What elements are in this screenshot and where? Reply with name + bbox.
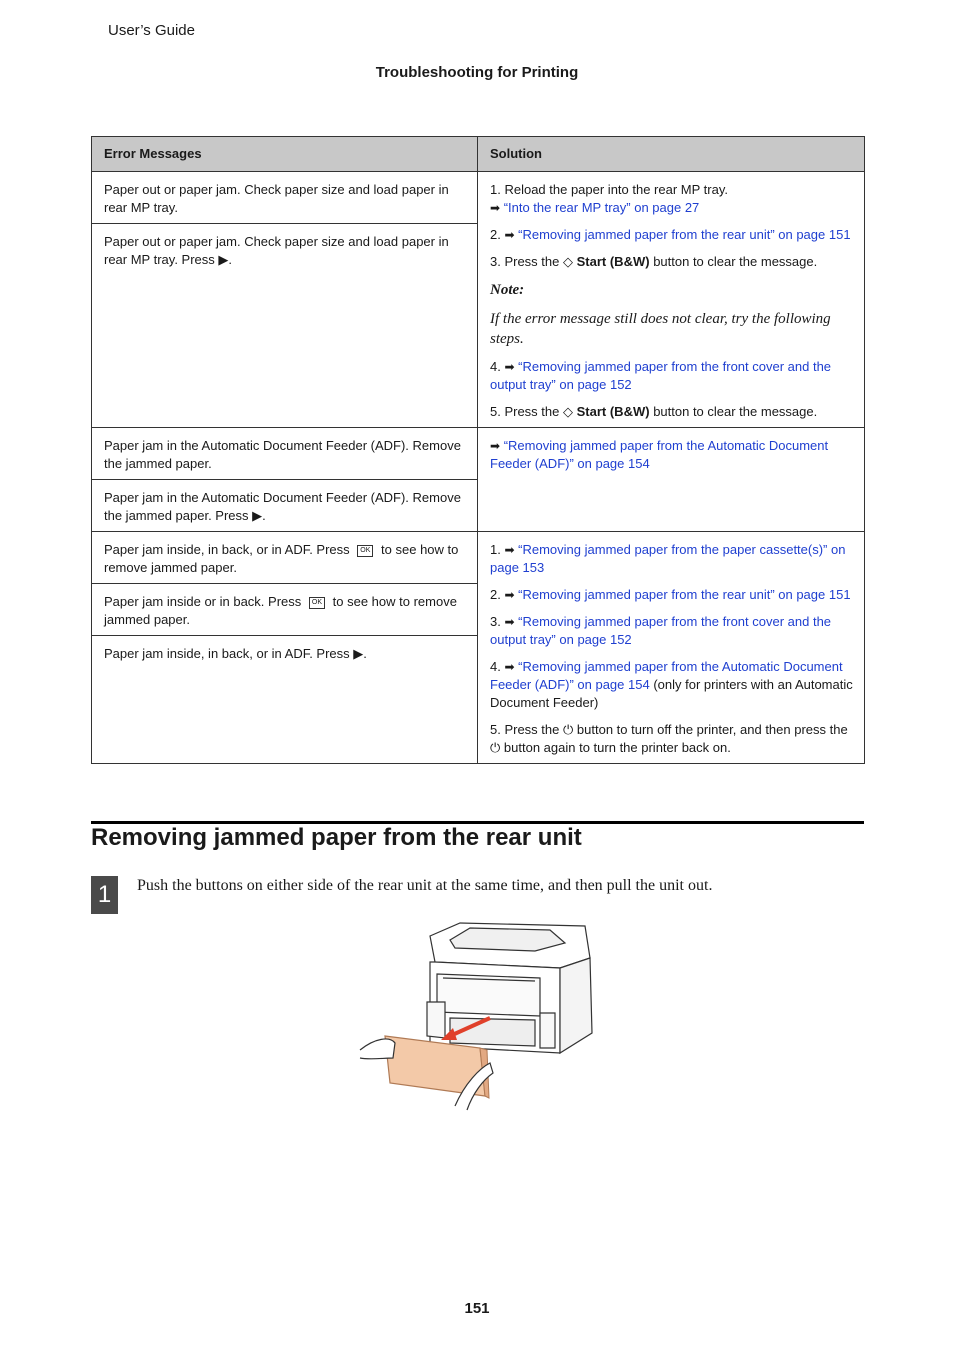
note-heading: Note: [490,282,525,298]
table-row [92,532,865,584]
link-removing-paper-cassette[interactable]: “Removing jammed paper from the paper cassette(s)” on page 153 [490,542,846,575]
play-triangle-icon: ▶ [252,508,263,523]
printer-rear-unit-illustration [355,918,600,1113]
section-heading: Removing jammed paper from the rear unit [91,824,582,851]
error-message-cell [92,172,478,224]
right-arrow-icon: ➡ [504,615,515,629]
page-number: 151 [464,1300,490,1317]
right-arrow-icon: ➡ [504,228,515,242]
table-header-row [92,137,865,172]
table-row [92,428,865,480]
solution-cell [478,428,865,532]
error-message-cell [92,428,478,480]
right-arrow-icon: ➡ [490,439,501,453]
start-button-label: Start (B&W) [576,404,650,419]
step-number-badge: 1 [91,876,118,914]
table-row [92,172,865,224]
error-message-text: Paper jam in the Automatic Document Feeder (ADF). Remove the jammed paper. Press [104,490,461,523]
running-header: User’s Guide [108,22,195,39]
play-triangle-icon: ▶ [218,252,229,267]
step-instruction: Push the buttons on either side of the rear unit at the same time, and then pull the unit out. [137,877,713,894]
ok-button-icon: OK [309,597,325,609]
link-into-rear-mp-tray[interactable]: “Into the rear MP tray” on page 27 [503,200,700,215]
diamond-start-icon: ◇ [563,404,573,419]
play-triangle-icon: ▶ [353,646,364,661]
error-message-cell: Paper out or paper jam. Check paper size and load paper in rear MP tray. Press ▶. [92,224,478,428]
solution-cell: 1. Reload the paper into the rear MP tray. ➡ “Into the rear MP tray” on page 27 2. ➡ “Removing jammed paper from the rear unit” on page 151 3. Press the ◇ Start (B&W) button to clear the message. Note: If the error message still does not clear, try the following steps. 4. ➡ “Removing jammed paper from the front cover and the output tray” on page 152 5. Press the ◇ Start (B&W) button to clear the message. [478,172,865,428]
error-message-text: Paper out or paper jam. Check paper size and load paper in rear MP tray. [104,182,449,215]
error-message-cell: Paper jam inside, in back, or in ADF. Press ▶. [92,636,478,764]
link-removing-adf[interactable]: “Removing jammed paper from the Automatic Document Feeder (ADF)” on page 154 [490,438,829,471]
column-header-messages: Error Messages [92,137,478,172]
right-arrow-icon: ➡ [490,201,501,215]
error-message-text: Paper jam inside, in back, or in ADF. Press [104,646,350,661]
ok-button-icon: OK [357,545,373,557]
link-removing-rear-unit[interactable]: “Removing jammed paper from the rear unit” on page 151 [518,227,851,242]
note-text: If the error message still does not clear, try the following steps. [490,311,831,347]
power-icon: ⏻ [563,722,574,737]
error-message-cell: Paper jam inside, in back, or in ADF. Press OK to see how to remove jammed paper. [92,532,478,584]
solution-cell: 1. ➡ “Removing jammed paper from the paper cassette(s)” on page 153 2. ➡ “Removing jammed paper from the rear unit” on page 151 3. ➡ “Removing jammed paper from the front cover and the output tray” on page 152 4. ➡ “Removing jammed paper from the Automatic Document Feeder (ADF)” on page 154 (only for printers with an Automatic Document Feeder) 5. Press the ⏻ button to turn off the printer, and then press the ⏻ button again to turn the printer back on. [478,532,865,764]
error-messages-table [91,136,865,764]
column-header-solution: Solution [478,137,865,172]
link-removing-front-cover[interactable]: “Removing jammed paper from the front cover and the output tray” on page 152 [490,359,832,392]
right-arrow-icon: ➡ [504,660,515,674]
link-removing-rear-unit[interactable]: “Removing jammed paper from the rear unit” on page 151 [518,587,851,602]
error-message-text: Paper out or paper jam. Check paper size and load paper in rear MP tray. Press [104,234,449,267]
power-icon: ⏻ [490,740,501,755]
error-message-cell: Paper jam inside or in back. Press OK to see how to remove jammed paper. [92,584,478,636]
error-message-text: Paper jam in the Automatic Document Feeder (ADF). Remove the jammed paper. [104,438,461,471]
link-removing-adf[interactable]: “Removing jammed paper from the Automatic Document Feeder (ADF)” on page 154 [490,659,843,692]
right-arrow-icon: ➡ [504,588,515,602]
error-message-cell: Paper jam in the Automatic Document Feeder (ADF). Remove the jammed paper. Press ▶. [92,480,478,532]
right-arrow-icon: ➡ [504,543,515,557]
link-removing-front-cover[interactable]: “Removing jammed paper from the front cover and the output tray” on page 152 [490,614,832,647]
start-button-label: Start (B&W) [576,254,650,269]
diamond-start-icon: ◇ [563,254,573,269]
right-arrow-icon: ➡ [504,360,515,374]
section-title: Troubleshooting for Printing [375,64,579,81]
